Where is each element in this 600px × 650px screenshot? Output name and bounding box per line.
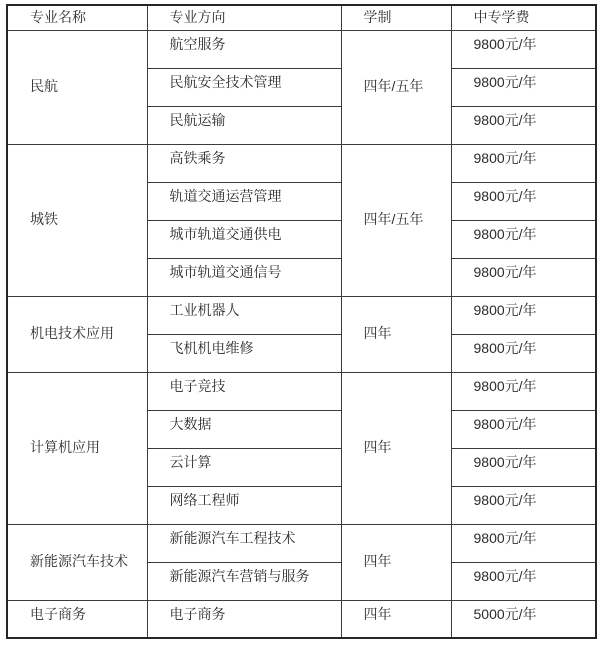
tuition-fee-cell: 9800元/年	[451, 334, 596, 372]
major-direction-cell: 新能源汽车工程技术	[147, 524, 341, 562]
tuition-fee-cell: 9800元/年	[451, 410, 596, 448]
table-row	[7, 524, 596, 562]
major-direction-cell: 城市轨道交通供电	[147, 220, 341, 258]
tuition-fee-cell: 9800元/年	[451, 562, 596, 600]
tuition-fee-cell: 9800元/年	[451, 68, 596, 106]
tuition-fee-cell: 5000元/年	[451, 600, 596, 638]
major-name-cell: 民航	[7, 30, 147, 144]
major-name-cell: 电子商务	[7, 600, 147, 638]
tuition-fee-cell: 9800元/年	[451, 30, 596, 68]
tuition-fee-cell: 9800元/年	[451, 372, 596, 410]
duration-cell: 四年	[341, 296, 451, 372]
major-name-cell: 机电技术应用	[7, 296, 147, 372]
table-row	[7, 144, 596, 182]
major-direction-cell: 云计算	[147, 448, 341, 486]
table-body	[7, 30, 596, 638]
major-direction-cell: 民航安全技术管理	[147, 68, 341, 106]
header-major-direction: 专业方向	[147, 5, 341, 30]
duration-cell: 四年	[341, 600, 451, 638]
tuition-fee-cell: 9800元/年	[451, 486, 596, 524]
header-row	[7, 5, 596, 30]
tuition-fee-cell: 9800元/年	[451, 144, 596, 182]
duration-cell: 四年	[341, 372, 451, 524]
major-direction-cell: 大数据	[147, 410, 341, 448]
tuition-fee-cell: 9800元/年	[451, 106, 596, 144]
major-direction-cell: 航空服务	[147, 30, 341, 68]
duration-cell: 四年/五年	[341, 30, 451, 144]
table-row	[7, 600, 596, 638]
major-direction-cell: 工业机器人	[147, 296, 341, 334]
major-direction-cell: 城市轨道交通信号	[147, 258, 341, 296]
major-direction-cell: 电子竞技	[147, 372, 341, 410]
major-direction-cell: 轨道交通运营管理	[147, 182, 341, 220]
major-name-cell: 计算机应用	[7, 372, 147, 524]
major-direction-cell: 网络工程师	[147, 486, 341, 524]
table-row	[7, 30, 596, 68]
header-tuition: 中专学费	[451, 5, 596, 30]
duration-cell: 四年	[341, 524, 451, 600]
major-direction-cell: 民航运输	[147, 106, 341, 144]
header-major-name: 专业名称	[7, 5, 147, 30]
tuition-table	[6, 4, 597, 639]
table-row	[7, 372, 596, 410]
major-direction-cell: 电子商务	[147, 600, 341, 638]
major-direction-cell: 高铁乘务	[147, 144, 341, 182]
duration-cell: 四年/五年	[341, 144, 451, 296]
table-header	[7, 5, 596, 30]
tuition-fee-cell: 9800元/年	[451, 258, 596, 296]
tuition-fee-cell: 9800元/年	[451, 296, 596, 334]
tuition-fee-cell: 9800元/年	[451, 220, 596, 258]
major-direction-cell: 飞机机电维修	[147, 334, 341, 372]
tuition-fee-cell: 9800元/年	[451, 524, 596, 562]
table-row	[7, 296, 596, 334]
major-direction-cell: 新能源汽车营销与服务	[147, 562, 341, 600]
tuition-fee-cell: 9800元/年	[451, 448, 596, 486]
header-duration: 学制	[341, 5, 451, 30]
major-name-cell: 新能源汽车技术	[7, 524, 147, 600]
tuition-fee-cell: 9800元/年	[451, 182, 596, 220]
major-name-cell: 城铁	[7, 144, 147, 296]
